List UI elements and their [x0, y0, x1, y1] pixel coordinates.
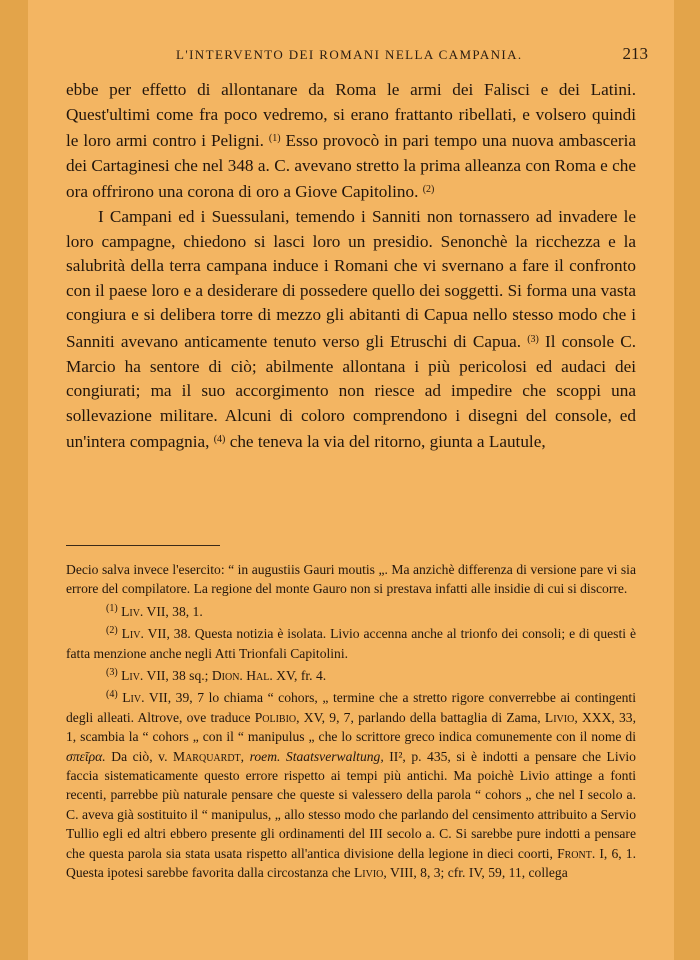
cited-title: roem. Staatsverwaltung, [244, 748, 384, 764]
cited-author: Livio, [353, 865, 387, 881]
paragraph [66, 78, 636, 205]
text-run: I Campani ed i Suessulani, temendo i Sanniti non tornassero ad invadere le loro campagne, chiedono si lasci loro un presidio. Senonchè la ricchezza e la salubrità della terra campana induce i Romani che vi svernano a fare il confronto con il paese loro e a desiderare di possedere quello dei soggetti. Si forma una vasta congiura e si delibera torre di mezzo gli abitanti di Capua nello stesso modo che i Sanniti avevano anticamente tenuto verso gli Etruschi di Capua. [66, 206, 636, 351]
cited-author: Dion. Hal. [211, 668, 273, 684]
running-title: L'INTERVENTO DEI ROMANI NELLA CAMPANIA. [176, 47, 523, 62]
greek-word: σπεῖρα. [66, 748, 106, 764]
footnote-continuation: Decio salva invece l'esercito: “ in augustiis Gauri moutis „. Ma anzichè differenza di versione pare vi sia errore del compilatore. La regione del monte Gauro non si prestava infatti alle insidie di cui si discorre. [66, 562, 636, 597]
footnote-text: VII, 38. Questa notizia è isolata. Livio accenna anche al trionfo dei consoli; e di questi è fatta menzione anche negli Atti Trionfali Capitolini. [66, 626, 636, 661]
footnote-4 [66, 685, 636, 882]
footnote-text: XXX, 33, 1, scambia la “ cohors „ con il “ manipulus „ che lo scrittore greco indica comunemente con il nome di [66, 709, 637, 745]
footnote-text: VII, 38 sq.; [143, 668, 212, 684]
footnote-text: I, 6, 1. Questa ipotesi sarebbe favorita dalla circostanza che [66, 845, 636, 881]
cited-author: Liv. [122, 690, 145, 706]
footnote-mark: (4) [106, 689, 118, 701]
text-run: che teneva la via del ritorno, giunta a Lautule, [225, 432, 546, 452]
text-run: Esso provocò in pari tempo una nuova ambasceria dei Cartaginesi che nel 348 a. C. avevano stretto la prima alleanza con Roma e che ora offrirono una corona di oro a Giove Capitolino. [66, 131, 636, 202]
cited-author: Marquardt, [173, 748, 245, 764]
footnote-3 [66, 663, 636, 685]
footnote-2 [66, 621, 636, 663]
footnote-text: VII, 39, 7 lo chiama “ cohors, „ termine che a stretto rigore converrebbe ai contingenti degli alleati. Altrove, ove traduce [66, 690, 636, 725]
footnote-mark: (2) [106, 625, 118, 637]
footnotes [66, 560, 636, 883]
cited-author: Polibio, [254, 709, 300, 725]
footnote-ref: (2) [422, 184, 435, 196]
footnote-text: II², p. 435, si è indotti a pensare che Livio faccia sistematicamente questo errore rispetto ai tempi più antichi. Ma poichè Livio attinge a fonti recenti, parrebbe più naturale pensare che queste si valessero della parola “ cohors „ che nel I secolo a. C. aveva già sostituito il “ manipulus, „ allo stesso modo che parlando del censimento attribuito a Servio Tullio egli ed altri ebbero presente gli ordinamenti del III secolo a. C. Si sarebbe pure indotti a pensare che questa parola sia stata usata rispetto all'antica divisione della legione in dieci coorti, [66, 748, 636, 861]
footnote-ref: (3) [527, 333, 539, 345]
footnote-1 [66, 599, 636, 621]
footnote-rule [66, 545, 220, 546]
page-number: 213 [622, 44, 648, 63]
footnote-ref: (1) [268, 133, 281, 145]
footnote-ref: (4) [213, 434, 226, 446]
main-text [66, 78, 636, 455]
text-run: Il console C. Marcio ha sentore di ciò; abilmente allontana i più pericolosi ed audaci dei congiurati; ma il suo accorgimento non riesce ad impedire che scoppi una sollevazione militare. Alcuni di coloro comprendono i disegni del console, ed un'intera compagnia, [66, 331, 636, 452]
footnote-mark: (3) [106, 667, 118, 679]
footnote-mark: (1) [106, 602, 118, 614]
footnote-text: VII, 38, 1. [143, 603, 203, 619]
footnote-text: VIII, 8, 3; cfr. IV, 59, 11, collega [386, 865, 568, 881]
footnote-text: XV, fr. 4. [272, 668, 327, 684]
cited-author: Liv. [121, 626, 144, 642]
cited-author: Front. [557, 845, 596, 861]
footnote-text: Da ciò, v. [105, 748, 173, 764]
text-run: ebbe per effetto di allontanare da Roma le armi dei Falisci e dei Latini. Quest'ultimi come fra poco vedremo, si erano frattanto ribellati, e volsero quindi le loro armi contro i Peligni. [66, 80, 636, 151]
footnote-text: XV, 9, 7, parlando della battaglia di Zama, [299, 709, 545, 725]
book-page [28, 0, 674, 960]
cited-author: Liv. [121, 668, 144, 684]
cited-author: Liv. [121, 603, 144, 619]
paragraph [66, 205, 636, 455]
page-header [28, 44, 674, 64]
cited-author: Livio, [544, 709, 578, 725]
